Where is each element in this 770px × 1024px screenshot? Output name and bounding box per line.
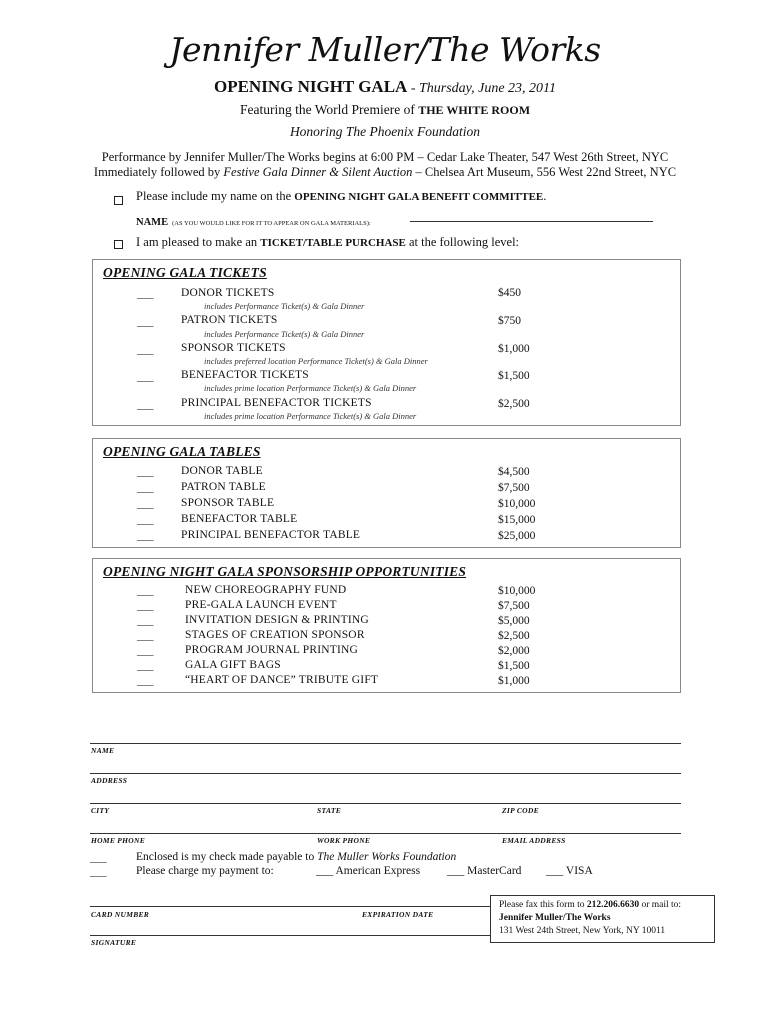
ticket-label: PRINCIPAL BENEFACTOR TICKETS bbox=[181, 397, 372, 409]
sponsorship-label: PRE-GALA LAUNCH EVENT bbox=[185, 599, 337, 611]
check-payee: The Muller Works Foundation bbox=[317, 851, 457, 863]
check-blank[interactable]: ___ bbox=[90, 852, 107, 864]
sponsorship-blank[interactable]: ___ bbox=[137, 645, 154, 657]
featuring-line bbox=[0, 102, 770, 118]
purchase-checkbox[interactable] bbox=[114, 240, 123, 249]
table-price: $10,000 bbox=[498, 498, 536, 510]
amex-option[interactable]: ___ American Express bbox=[316, 865, 421, 877]
card-number-input[interactable] bbox=[90, 906, 490, 907]
sponsorship-price: $10,000 bbox=[498, 585, 536, 597]
mail-org: Jennifer Muller/The Works bbox=[499, 913, 611, 923]
sponsorship-label: INVITATION DESIGN & PRINTING bbox=[185, 614, 369, 626]
zip-label: ZIP CODE bbox=[502, 806, 539, 815]
committee-name-hint: (AS YOU WOULD LIKE FOR IT TO APPEAR ON GALA MATERIALS): bbox=[172, 220, 371, 227]
event-title bbox=[0, 77, 770, 97]
sponsorship-label: GALA GIFT BAGS bbox=[185, 659, 281, 671]
sponsorship-price: $1,500 bbox=[498, 660, 530, 672]
ticket-price: $1,000 bbox=[498, 343, 530, 355]
ticket-label: PATRON TICKETS bbox=[181, 314, 278, 326]
table-blank[interactable]: ___ bbox=[137, 514, 154, 526]
ticket-price: $1,500 bbox=[498, 370, 530, 382]
email-label: EMAIL ADDRESS bbox=[502, 836, 566, 845]
sponsorship-label: “HEART OF DANCE” TRIBUTE GIFT bbox=[185, 674, 379, 686]
ticket-label: BENEFACTOR TICKETS bbox=[181, 369, 309, 381]
sponsorship-blank[interactable]: ___ bbox=[137, 585, 154, 597]
charge-label: Please charge my payment to: bbox=[136, 865, 274, 877]
table-label: BENEFACTOR TABLE bbox=[181, 513, 298, 525]
purchase-suffix: at the following level: bbox=[405, 235, 520, 249]
sponsorship-blank[interactable]: ___ bbox=[137, 630, 154, 642]
ticket-blank[interactable]: ___ bbox=[137, 288, 154, 300]
tickets-title: OPENING GALA TICKETS bbox=[103, 265, 267, 280]
table-blank[interactable]: ___ bbox=[137, 466, 154, 478]
sponsorship-label: STAGES OF CREATION SPONSOR bbox=[185, 629, 365, 641]
ticket-note: includes prime location Performance Ticket(s) & Gala Dinner bbox=[204, 383, 417, 393]
card-number-label: CARD NUMBER bbox=[91, 910, 150, 919]
charge-blank[interactable]: ___ bbox=[90, 866, 107, 878]
table-label: SPONSOR TABLE bbox=[181, 497, 275, 509]
followed-line bbox=[0, 165, 770, 180]
committee-prefix: Please include my name on the bbox=[136, 189, 295, 203]
fax-prefix: Please fax this form to bbox=[499, 900, 587, 910]
sponsorship-blank[interactable]: ___ bbox=[137, 615, 154, 627]
ticket-note: includes Performance Ticket(s) & Gala Dinner bbox=[204, 301, 365, 311]
check-line bbox=[136, 851, 456, 863]
ticket-blank[interactable]: ___ bbox=[137, 316, 154, 328]
ticket-price: $2,500 bbox=[498, 398, 530, 410]
city-label: CITY bbox=[91, 806, 110, 815]
signature-label: SIGNATURE bbox=[91, 938, 137, 947]
sponsorship-label: PROGRAM JOURNAL PRINTING bbox=[185, 644, 359, 656]
ticket-blank[interactable]: ___ bbox=[137, 344, 154, 356]
table-price: $7,500 bbox=[498, 482, 530, 494]
ticket-label: DONOR TICKETS bbox=[181, 287, 275, 299]
sponsorship-price: $5,000 bbox=[498, 615, 530, 627]
table-price: $4,500 bbox=[498, 466, 530, 478]
sponsorship-blank[interactable]: ___ bbox=[137, 660, 154, 672]
ticket-price: $450 bbox=[498, 287, 521, 299]
ticket-note: includes Performance Ticket(s) & Gala Dinner bbox=[204, 329, 365, 339]
name-input[interactable] bbox=[90, 743, 681, 744]
ticket-blank[interactable]: ___ bbox=[137, 371, 154, 383]
table-label: PRINCIPAL BENEFACTOR TABLE bbox=[181, 529, 361, 541]
committee-suffix: . bbox=[543, 189, 547, 203]
home-phone-label: HOME PHONE bbox=[91, 836, 146, 845]
address-label: ADDRESS bbox=[91, 776, 128, 785]
mastercard-option[interactable]: ___ MasterCard bbox=[447, 865, 522, 877]
committee-checkbox[interactable] bbox=[114, 196, 123, 205]
sponsorship-label: NEW CHOREOGRAPHY FUND bbox=[185, 584, 347, 596]
table-blank[interactable]: ___ bbox=[137, 530, 154, 542]
phone-email-input[interactable] bbox=[90, 833, 681, 834]
purchase-name: TICKET/TABLE PURCHASE bbox=[260, 237, 406, 249]
city-state-zip-input[interactable] bbox=[90, 803, 681, 804]
table-blank[interactable]: ___ bbox=[137, 482, 154, 494]
table-blank[interactable]: ___ bbox=[137, 498, 154, 510]
table-price: $25,000 bbox=[498, 530, 536, 542]
sponsorship-price: $1,000 bbox=[498, 675, 530, 687]
sponsorship-title: OPENING NIGHT GALA SPONSORSHIP OPPORTUNITIES bbox=[103, 564, 467, 579]
committee-name-field bbox=[136, 212, 371, 230]
honoring-line: Honoring The Phoenix Foundation bbox=[289, 124, 481, 139]
fax-suffix: or mail to: bbox=[639, 900, 682, 910]
sponsorship-blank[interactable]: ___ bbox=[137, 600, 154, 612]
followed-event: Festive Gala Dinner & Silent Auction bbox=[223, 165, 413, 179]
featuring-prefix: Featuring the World Premiere of bbox=[239, 102, 419, 117]
ticket-blank[interactable]: ___ bbox=[137, 399, 154, 411]
fax-number: 212.206.6630 bbox=[586, 900, 640, 910]
committee-name: OPENING NIGHT GALA BENEFIT COMMITTEE bbox=[294, 191, 544, 203]
table-label: DONOR TABLE bbox=[181, 465, 263, 477]
sponsorship-blank[interactable]: ___ bbox=[137, 675, 154, 687]
name-label: NAME bbox=[91, 746, 115, 755]
visa-option[interactable]: ___ VISA bbox=[546, 865, 593, 877]
followed-suffix: – Chelsea Art Museum, 556 West 22nd Street, NYC bbox=[412, 165, 677, 179]
table-price: $15,000 bbox=[498, 514, 536, 526]
state-label: STATE bbox=[317, 806, 342, 815]
signature-input[interactable] bbox=[90, 935, 490, 936]
address-input[interactable] bbox=[90, 773, 681, 774]
sponsorship-price: $7,500 bbox=[498, 600, 530, 612]
event-date: - Thursday, June 23, 2011 bbox=[407, 81, 556, 96]
committee-line bbox=[136, 189, 546, 204]
logo: Jennifer Muller/The Works bbox=[169, 30, 601, 69]
purchase-prefix: I am pleased to make an bbox=[136, 235, 261, 249]
work-phone-label: WORK PHONE bbox=[317, 836, 371, 845]
sponsorship-price: $2,500 bbox=[498, 630, 530, 642]
ticket-label: SPONSOR TICKETS bbox=[181, 342, 286, 354]
event-title-main: OPENING NIGHT GALA bbox=[213, 77, 408, 96]
tables-title: OPENING GALA TABLES bbox=[103, 444, 261, 459]
featuring-show: THE WHITE ROOM bbox=[418, 103, 531, 117]
fax-line bbox=[499, 900, 681, 910]
expiration-label: EXPIRATION DATE bbox=[362, 910, 434, 919]
table-label: PATRON TABLE bbox=[181, 481, 266, 493]
ticket-price: $750 bbox=[498, 315, 521, 327]
check-prefix: Enclosed is my check made payable to bbox=[136, 851, 318, 863]
ticket-note: includes preferred location Performance Ticket(s) & Gala Dinner bbox=[204, 356, 428, 366]
mail-address: 131 West 24th Street, New York, NY 10011 bbox=[499, 926, 666, 936]
purchase-line bbox=[136, 235, 519, 250]
ticket-note: includes prime location Performance Ticket(s) & Gala Dinner bbox=[204, 411, 417, 421]
performance-line: Performance by Jennifer Muller/The Works begins at 6:00 PM – Cedar Lake Theater, 547 West 26th Street, NYC bbox=[101, 150, 669, 164]
sponsorship-price: $2,000 bbox=[498, 645, 530, 657]
committee-name-input[interactable] bbox=[410, 221, 653, 222]
followed-prefix: Immediately followed by bbox=[93, 165, 224, 179]
committee-name-label: NAME bbox=[136, 217, 169, 228]
